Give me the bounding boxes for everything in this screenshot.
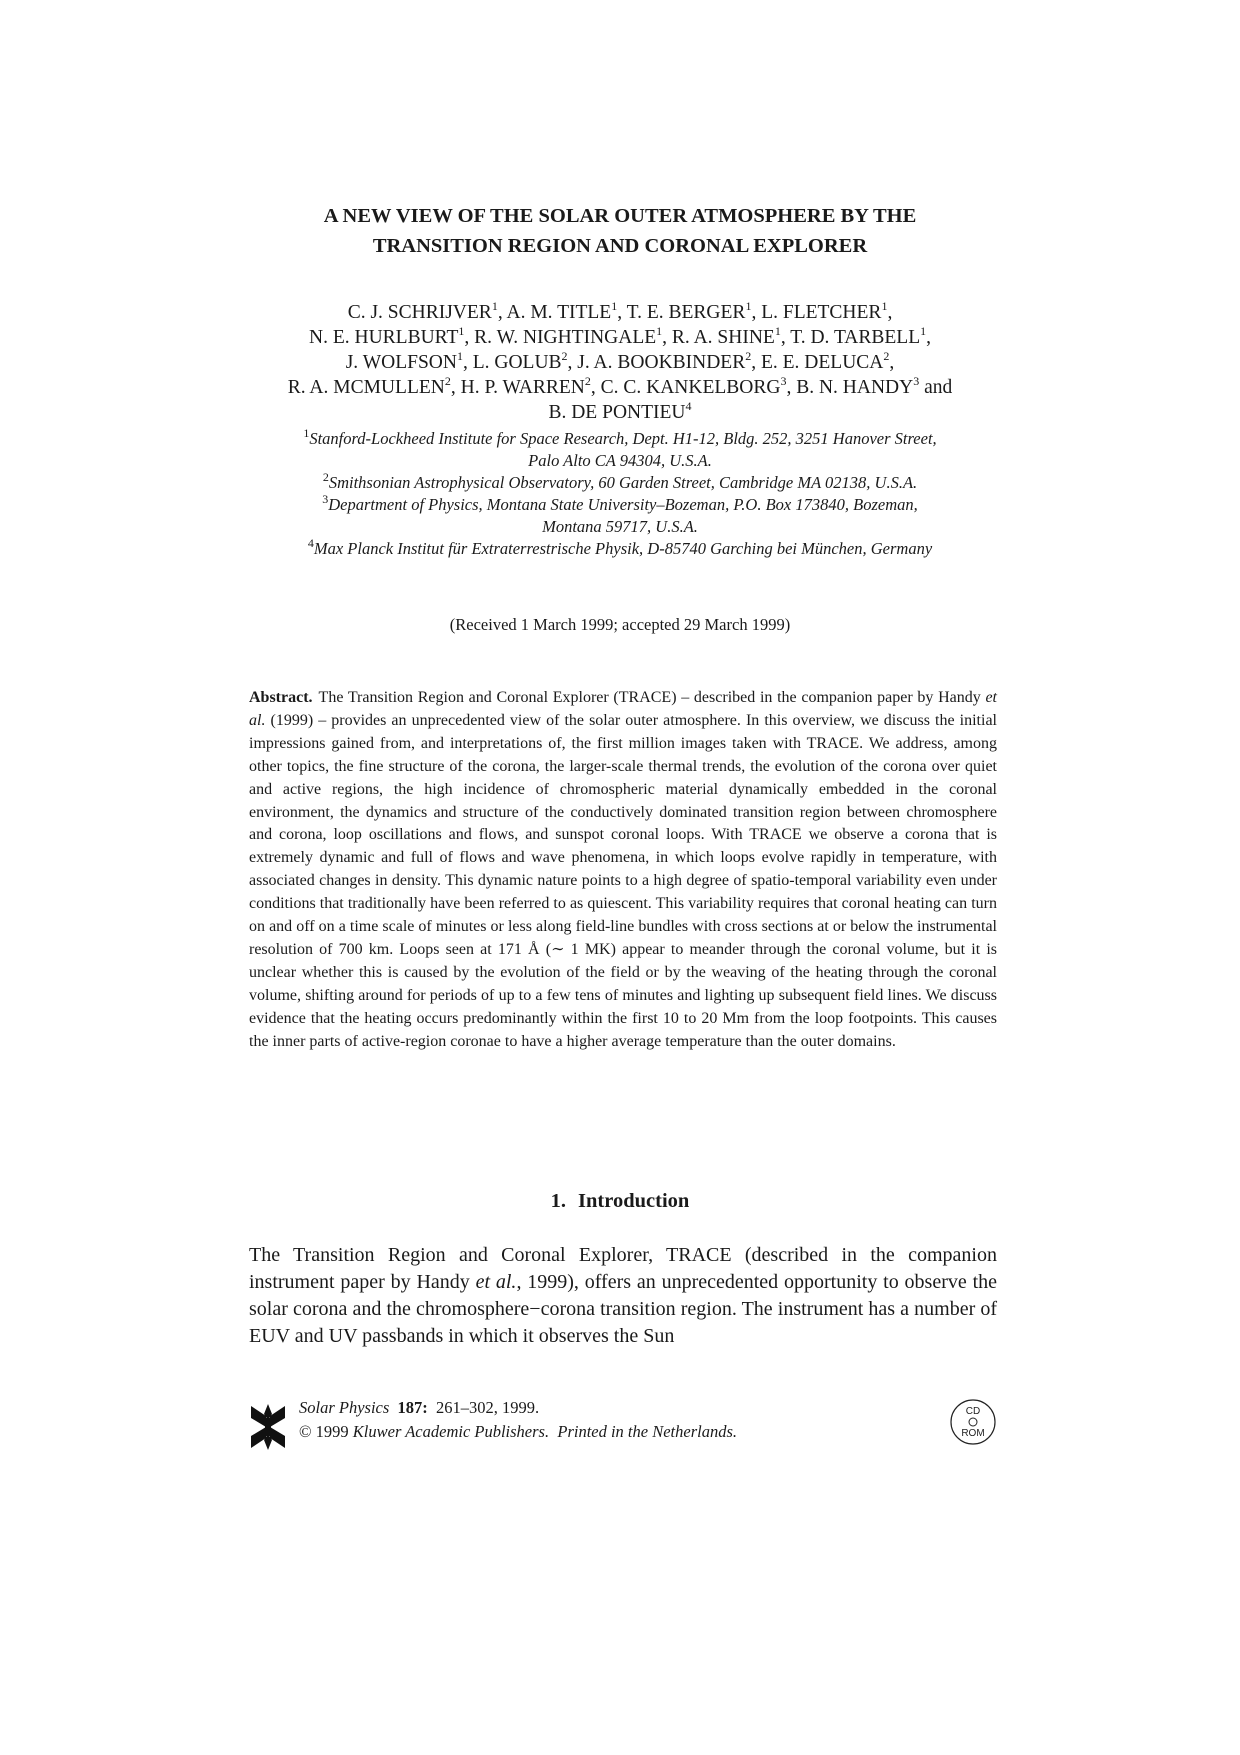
author-name: R. A. SHINE <box>671 327 775 348</box>
author-name: J. A. BOOKBINDER <box>577 352 746 373</box>
author-affil: 2 <box>444 373 451 388</box>
author-affil: 1 <box>745 298 752 313</box>
author-affil: 2 <box>883 348 890 363</box>
author-line-4: R. A. MCMULLEN$^2$, H. P. WARREN$^2$, C. C. KANKELBORG$^3$, B. N. HANDY$^3$ and <box>287 373 953 398</box>
printed-location: Printed in the Netherlands. <box>557 1422 738 1441</box>
author-name: N. E. HURLBURT <box>309 327 459 348</box>
author-affil: 1 <box>456 348 463 363</box>
affiliation-3: $^3$Department of Physics, Montana State University–Bozeman, P.O. Box 173840, Bozeman, <box>322 491 918 514</box>
affiliation-1: $^1$Stanford-Lockheed Institute for Space Research, Dept. H1-12, Bldg. 252, 3251 Hanover Street, <box>303 425 937 448</box>
journal-name: Solar Physics <box>299 1398 390 1417</box>
author-affil: 1 <box>881 298 888 313</box>
author-name: C. C. KANKELBORG <box>600 377 781 398</box>
author-name: C. J. SCHRIJVER <box>347 302 492 323</box>
author-affil: 2 <box>561 348 568 363</box>
affiliation-list <box>220 425 1020 560</box>
author-affil: 3 <box>913 373 920 388</box>
author-affil: 2 <box>745 348 752 363</box>
author-name: R. W. NIGHTINGALE <box>474 327 657 348</box>
journal-volume: 187: <box>397 1398 428 1417</box>
author-affil: 1 <box>920 323 927 338</box>
author-affil: 1 <box>458 323 465 338</box>
affiliation-3-cont: Montana 59717, U.S.A. <box>542 517 698 536</box>
author-name: T. E. BERGER <box>626 302 746 323</box>
journal-footer <box>249 1396 997 1452</box>
cd-label: CD <box>965 1406 981 1417</box>
abstract-label: Abstract. <box>249 689 313 706</box>
title-line-2: TRANSITION REGION AND CORONAL EXPLORER <box>372 235 868 257</box>
author-affil: 1 <box>656 323 663 338</box>
author-name: B. N. HANDY <box>796 377 914 398</box>
cd-rom-icon <box>949 1398 997 1446</box>
intro-paragraph: The Transition Region and Coronal Explorer, TRACE (described in the companion instrument paper by Handy et al., 1999), offers an unprecedented opportunity to observe the solar corona and the chromosphere−corona transition region. The instrument has a number of EUV and UV passbands in which it observes the Sun <box>249 1244 998 1347</box>
author-name: J. WOLFSON <box>345 352 457 373</box>
author-affil: 3 <box>780 373 787 388</box>
author-name: E. E. DELUCA <box>760 352 884 373</box>
journal-pages: 261–302, 1999. <box>436 1398 540 1417</box>
author-affil: 4 <box>685 398 692 413</box>
title-line-1: A NEW VIEW OF THE SOLAR OUTER ATMOSPHERE BY THE <box>323 205 917 227</box>
section-number: 1. <box>550 1190 567 1212</box>
author-list <box>220 300 1020 425</box>
affiliation-1-cont: Palo Alto CA 94304, U.S.A. <box>528 451 712 470</box>
publisher-name: Kluwer Academic Publishers. <box>352 1422 550 1441</box>
paper-title <box>250 201 990 261</box>
abstract: Abstract. The Transition Region and Coronal Explorer (TRACE) – described in the companion paper by Handy et al. (1999) – provides an unprecedented view of the solar outer atmosphere. In this overview, we discuss the initial impressions gained from, and interpretations of, the first million images taken with TRACE. We address, among other topics, the fine structure of the corona, the larger-scale thermal trends, the evolution of the corona over quiet and active regions, the high incidence of chromospheric material dynamically embedded in the coronal environment, the dynamics and structure of the conductively dominated transition region between chromosphere and corona, loop oscillations and flows, and sunspot coronal loops. With TRACE we observe a corona that is extremely dynamic and full of flows and wave phenomena, in which loops evolve rapidly in temperature, with associated changes in density. This dynamic nature points to a high degree of spatio-temporal variability even under conditions that traditionally have been referred to as quiescent. This variability requires that coronal heating can turn on and off on a time scale of minutes or less along field-line bundles with cross sections at or below the instrumental resolution of 700 km. Loops seen at 171 Å (∼ 1 MK) appear to meander through the coronal volume, but it is unclear whether this is caused by the evolution of the field or by the weaving of the heating through the coronal volume, shifting around for periods of up to a few tens of minutes and lighting up subsequent field lines. We discuss evidence that the heating occurs predominantly within the first 10 to 20 Mm from the loop footpoints. This causes the inner parts of active-region coronae to have a higher average temperature than the outer domains. <box>249 689 997 1050</box>
author-name: B. DE PONTIEU <box>548 402 686 423</box>
author-name: L. GOLUB <box>472 352 562 373</box>
author-line-2: N. E. HURLBURT$^1$, R. W. NIGHTINGALE$^1$, R. A. SHINE$^1$, T. D. TARBELL$^1$, <box>309 323 931 348</box>
author-name: H. P. WARREN <box>460 377 585 398</box>
received-dates: (Received 1 March 1999; accepted 29 March 1999) <box>449 615 791 634</box>
section-heading <box>220 1188 1020 1214</box>
author-line-5 <box>220 400 1020 425</box>
rom-label: ROM <box>961 1428 985 1439</box>
author-affil: 1 <box>611 298 618 313</box>
author-name: T. D. TARBELL <box>790 327 921 348</box>
citation-line-2 <box>299 1420 737 1444</box>
affiliation-2: $^2$Smithsonian Astrophysical Observatory, 60 Garden Street, Cambridge MA 02138, U.S.A. <box>322 469 918 492</box>
author-name: A. M. TITLE <box>506 302 612 323</box>
author-affil: 1 <box>491 298 498 313</box>
citation-text <box>299 1396 737 1444</box>
publisher-logo-icon <box>249 1404 287 1450</box>
author-name: L. FLETCHER <box>761 302 882 323</box>
citation-line-1 <box>299 1396 737 1420</box>
author-name: R. A. MCMULLEN <box>287 377 445 398</box>
section-title: Introduction <box>578 1190 690 1212</box>
copyright: © 1999 <box>299 1422 349 1441</box>
author-line-1: C. J. SCHRIJVER$^1$, A. M. TITLE$^1$, T. E. BERGER$^1$, L. FLETCHER$^1$, <box>347 298 893 323</box>
author-affil: 1 <box>774 323 781 338</box>
affiliation-4: $^4$Max Planck Institut für Extraterrestrische Physik, D-85740 Garching bei München, Germany <box>307 535 933 558</box>
author-affil: 2 <box>584 373 591 388</box>
author-line-3: J. WOLFSON$^1$, L. GOLUB$^2$, J. A. BOOKBINDER$^2$, E. E. DELUCA$^2$, <box>345 348 895 373</box>
